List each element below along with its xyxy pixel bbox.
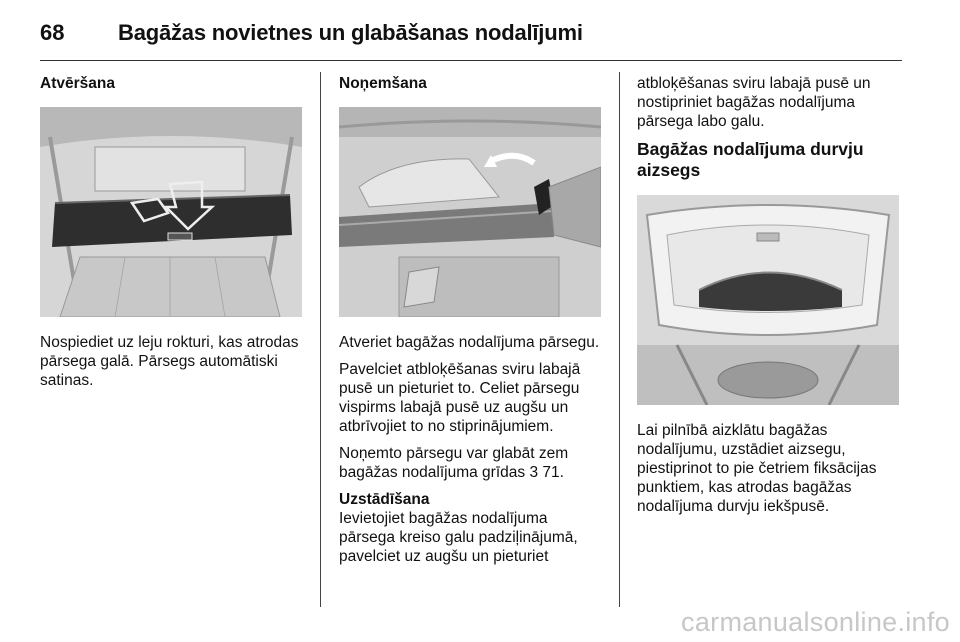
paragraph: Nospiediet uz leju rokturi, kas atrodas pārsega galā. Pārsegs automātiski satinas. (40, 334, 299, 389)
paragraph: Pavelciet atbloķēšanas sviru labajā pusē un pieturiet to. Celiet pārsegu vispirms labajā pusē uz augšu un atbrīvojiet to no stiprinājumiem. (339, 361, 581, 435)
paragraph: Ievietojiet bagāžas nodalījuma pārsega kreiso galu padziļinājumā, pavelciet uz augšu un pieturiet (339, 510, 578, 565)
cargo-cover-removal-illustration (339, 107, 601, 317)
cargo-cover-press-down-illustration (40, 107, 302, 317)
trunk-door-cover-illustration (637, 195, 899, 405)
paragraph: Atveriet bagāžas nodalījuma pārsegu. (339, 334, 600, 351)
column-3 (637, 74, 902, 524)
section-heading-removal: Noņemšana (339, 75, 427, 92)
page-reference-link[interactable]: 3 71. (529, 464, 564, 481)
paragraph (339, 444, 603, 482)
column-divider (619, 72, 620, 607)
column-divider (320, 72, 321, 607)
paragraph: Lai pilnībā aizklātu bagāžas nodalījumu, uzstādiet aizsegu, piestiprinot to pie četriem fiksācijas punktiem, kas atrodas bagāžas nodalījuma durvju iekšpusē. (637, 422, 877, 515)
header-rule (40, 60, 902, 61)
paragraph-text: Noņemto pārsegu var glabāt zem bagāžas nodalījuma grīdas (339, 445, 569, 481)
page-title: Bagāžas novietnes un glabāšanas nodalījumi (118, 20, 583, 45)
column-1 (40, 74, 304, 398)
page-number: 68 (40, 20, 65, 45)
column-2 (339, 74, 603, 574)
subsection-heading-installation: Uzstādīšana (339, 491, 430, 508)
section-heading-opening: Atvēršana (40, 75, 115, 92)
watermark: carmanualsonline.info (681, 607, 950, 637)
section-heading-door-cover: Bagāžas nodalījuma durvju aizsegs (637, 139, 864, 180)
paragraph: atbloķēšanas sviru labajā pusē un nostipriniet bagāžas nodalījuma pārsega labo galu. (637, 75, 871, 130)
page-header (40, 12, 902, 56)
